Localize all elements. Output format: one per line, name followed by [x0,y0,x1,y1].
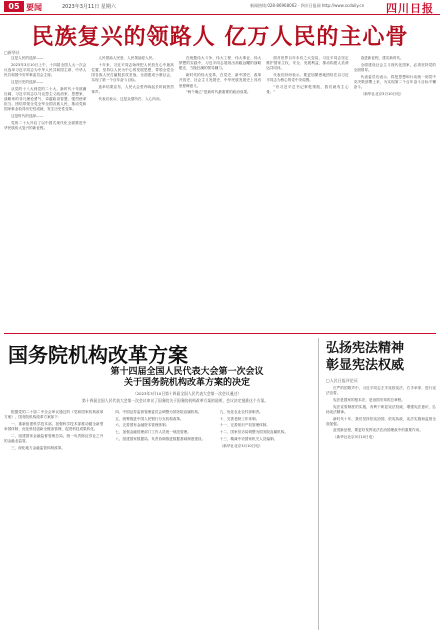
decision-date: （2023年3月10日第十四届全国人民代表大会第一次会议通过） [132,391,242,396]
paragraph: 十三、精减中央国家机关人员编制。 [219,436,278,441]
paragraph: 代表们纷纷表示，要更加紧密地团结在以习近平同志为核心的党中央周围。 [266,73,349,83]
paragraph: 四、中国证券监督管理委员会调整为国务院直属机构。 [115,410,202,414]
article3-headline [326,340,404,374]
article2-body [4,410,312,630]
article1-body [4,56,436,326]
paragraph: 十一、完善知识产权管理体制。 [219,423,270,428]
decision-title-line2: 关于国务院机构改革方案的决定 [123,378,250,388]
paragraph: 一、重新组建科学技术部。加强科学技术部推动健全新型举国体制、优化科技创新全链条管理、促进科技成果转化。 [4,421,104,432]
masthead [0,0,440,15]
paragraph: 十、完善老龄工作体制。 [219,416,260,421]
article2-column [108,410,207,630]
paragraph: 奋进新征程，建功新时代。 [360,56,404,60]
paragraph: “两个确立”是新时代最重要的政治成果。 [185,90,251,95]
paragraph: 这是时代的选择—— [11,114,44,119]
paragraph: 十年来，习近平同志始终把人民放在心中最高位置，坚持以人民为中心的发展思想，带领全党全国各族人民打赢脱贫攻坚战，全面建成小康社会，实现了第一个百年奋斗目标。 [91,62,174,83]
paragraph: 面对世界百年未有之大变局，习近平同志坚定维护国家主权、安全、发展利益，推动构建人类命运共同体。 [266,56,349,71]
paragraph: 2023年3月10日上午，十四届全国人大一次会议选举习近平同志为中华人民共和国主席、中华人民共和国中央军事委员会主席。 [4,62,87,78]
decision-title-line1: 第十四届全国人民代表大会第一次会议 [110,367,264,377]
article2-column [213,410,312,630]
paragraph: 五、统筹推进中国人民银行分支机构改革。 [115,416,184,421]
article2-headline: 国务院机构改革方案 [8,343,188,367]
paragraph: 庄严的国歌声中，习近平同志左手抚按宪法，右手举拳，进行宪法宣誓。 [326,386,436,396]
article3-column [326,386,436,630]
paragraph: 九、优化农业农村部职责。 [219,410,263,414]
article3-body [326,386,436,630]
paragraph: 全面建设社会主义现代化国家，必须坚持党的全面领导。 [353,62,437,72]
section-name: 要闻 [26,3,42,12]
paragraph: （新华社北京3月10日电） [333,435,376,440]
paragraph: 人民领袖人民爱，人民领袖爱人民。 [98,56,156,60]
article1-column [354,56,436,326]
paragraph: 宪法宣誓制度的实施，有利于彰显宪法权威，增强宪法意识，弘扬宪法精神。 [326,404,436,414]
paragraph: 从党的十八大到党的二十大，新时代十年波澜壮阔，习近平同志以马克思主义政治家、思想家、战略家的非凡理论勇气、卓越政治智慧、强烈使命担当，团结带领全党全军全国各族人民，推动党和国家事业取得历史性成就、发生历史性变革。 [4,86,87,112]
main-headline: 民族复兴的领路人 亿万人民的主心骨 [31,25,409,50]
paragraph: 这是历史的选择—— [11,79,44,84]
article1-column [91,56,173,326]
paragraph: 代表们表示，这是众望所归、人心所向。 [98,96,164,101]
paragraph: 六、完善国有金融资本管理体制。 [115,423,170,428]
decision-title-block [82,367,292,403]
contact-line: 新闻热线:028-86968062 · 四川日报网 http://www.scdaily.cn [250,3,365,8]
article1-byline: □新华社 [4,50,20,55]
article1-column [266,56,348,326]
paragraph: 这是人民的选择—— [11,56,44,60]
paragraph: 代表委员们表示，将把思想和行动统一到党中央决策部署上来，为实现第二个百年奋斗目标不懈奋斗。 [353,74,437,90]
paragraph: 新时代十年，我们坚持依宪治国、依宪执政，宪法实施和监督全面加强。 [326,416,436,426]
paragraph: 根据党的二十届二中全会审议通过的《党和国家机构改革方案》，国务院机构改革方案如下： [4,410,104,420]
paragraph: 八、组建国家数据局。负责协调推进数据基础制度建设。 [115,436,206,441]
article3-headline-line2: 彰显宪法权威 [326,358,405,373]
newspaper-logo: 四川日报 [386,2,434,15]
article2-column [4,410,103,630]
article3-byline: □人民日报评论员 [326,378,358,383]
article1-column [179,56,261,326]
article1-column [4,56,86,326]
section-divider [4,333,436,334]
paragraph: 奋进新征程，要更好发挥宪法在治国理政中的重要作用。 [333,428,423,433]
paragraph: （新华社北京3月10日电） [360,91,404,96]
paragraph: 二、组建国家金融监督管理总局。统一负责除证券业之外的金融业监管。 [4,433,104,444]
decision-text: 第十四届全国人民代表大会第一次会议审议了国务院关于国务院机构改革方案的说明，会议决定批准这个方案。 [82,398,269,403]
issue-date: 2023年3月11日 星期六 [62,4,116,10]
page-number: 05 [4,1,24,12]
paragraph: 十二、国家信访局调整为国务院直属机构。 [219,430,288,435]
paragraph: 在统揽伟大斗争、伟大工程、伟大事业、伟大梦想的实践中，习近平同志展现出高瞻远瞩的战略眼光、力挽狂澜的领导魄力。 [178,56,262,71]
paragraph: （新华社北京3月10日电） [219,443,263,448]
paragraph: 宪法是国家的根本法，是治国安邦的总章程。 [333,397,405,402]
paragraph: 选举结果宣布，人民大会堂内响起长时间热烈掌声。 [91,85,174,95]
paragraph: 七、加强金融管理部门工作人员统一规范管理。 [115,430,191,435]
column-rule [318,338,319,630]
paragraph: 三、深化地方金融监管体制改革。 [11,445,65,450]
paragraph: 党的二十大开启了以中国式现代化全面推进中华民族伟大复兴的新征程。 [4,120,87,130]
paragraph: “有习近平总书记掌舵领航，我们就有主心骨。” [266,85,349,95]
paragraph: 新时代的伟大变革，在党史、新中国史、改革开放史、社会主义发展史、中华民族发展史上具有里程碑意义。 [178,73,262,88]
article3-headline-line1: 弘扬宪法精神 [326,341,405,356]
